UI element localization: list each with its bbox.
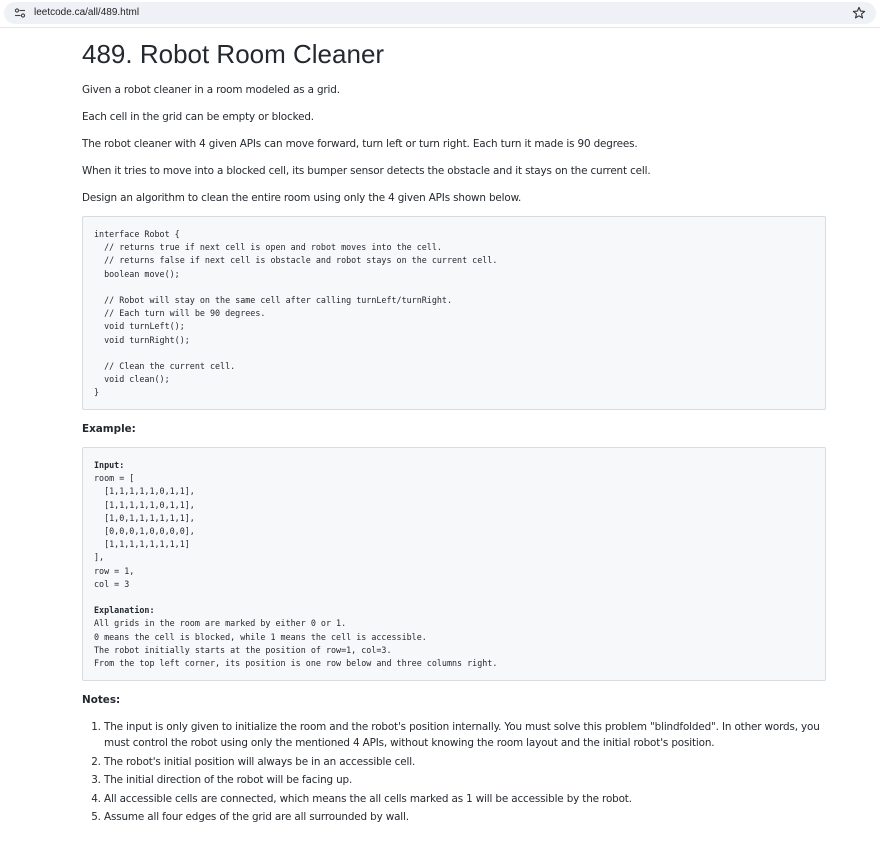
- note-item: 2. The robot's initial position will always be in an accessible cell.: [104, 754, 826, 770]
- description-paragraph: Given a robot cleaner in a room modeled as a grid.: [82, 84, 340, 96]
- explanation-body: All grids in the room are marked by either 0 or 1. 0 means the cell is blocked, while 1 means the cell is accessible. The robot initially starts at the position of row=1, col=3. From the top left corner, its position is one row below and three columns right.: [94, 618, 498, 669]
- description-paragraph: When it tries to move into a blocked cell, its bumper sensor detects the obstacle and it stays on the current cell.: [82, 165, 651, 177]
- description-paragraph: Design an algorithm to clean the entire room using only the 4 given APIs shown below.: [82, 192, 522, 204]
- interface-code-block: interface Robot { // returns true if next cell is open and robot moves into the cell. // returns false if next cell is obstacle and robot stays on the current cell. boolean move(); // Robot will stay on the same cell after calling turnLeft/turnRight. // Each turn will be 90 degrees. void turnLeft(); void turnRight(); // Clean the current cell. void clean(); }: [82, 216, 826, 410]
- bookmark-star-icon[interactable]: [852, 6, 866, 20]
- description-paragraph: Each cell in the grid can be empty or blocked.: [82, 111, 314, 123]
- input-label: Input:: [94, 460, 125, 470]
- notes-heading: Notes:: [82, 694, 121, 706]
- note-item: 5. Assume all four edges of the grid are all surrounded by wall.: [104, 809, 826, 825]
- url-text[interactable]: leetcode.ca/all/489.html: [34, 7, 140, 18]
- note-item: 1. The input is only given to initialize the room and the robot's position internally. You must solve this problem "blindfolded". In other words, you must control the robot using only the mentioned 4 APIs, without knowing the room layout and the initial robot's position.: [104, 719, 826, 751]
- input-body: room = [ [1,1,1,1,1,0,1,1], [1,1,1,1,1,0,1,1], [1,0,1,1,1,1,1,1], [0,0,0,1,0,0,0,0], [1,1,1,1,1,1,1,1] ], row = 1, col = 3: [94, 473, 195, 589]
- page-title: 489. Robot Room Cleaner: [82, 39, 385, 69]
- example-code-block: [82, 447, 826, 681]
- site-info-icon[interactable]: [14, 7, 26, 19]
- note-item: 4. All accessible cells are connected, which means the all cells marked as 1 will be accessible by the robot.: [104, 791, 826, 807]
- explanation-label: Explanation:: [94, 605, 155, 616]
- notes-list: [82, 719, 826, 825]
- description-paragraph: The robot cleaner with 4 given APIs can move forward, turn left or turn right. Each turn it made is 90 degrees.: [82, 138, 638, 150]
- url-field[interactable]: [4, 2, 876, 24]
- note-item: 3. The initial direction of the robot will be facing up.: [104, 772, 826, 788]
- article: [82, 28, 826, 828]
- example-heading: Example:: [82, 423, 136, 435]
- browser-address-bar: [0, 0, 880, 28]
